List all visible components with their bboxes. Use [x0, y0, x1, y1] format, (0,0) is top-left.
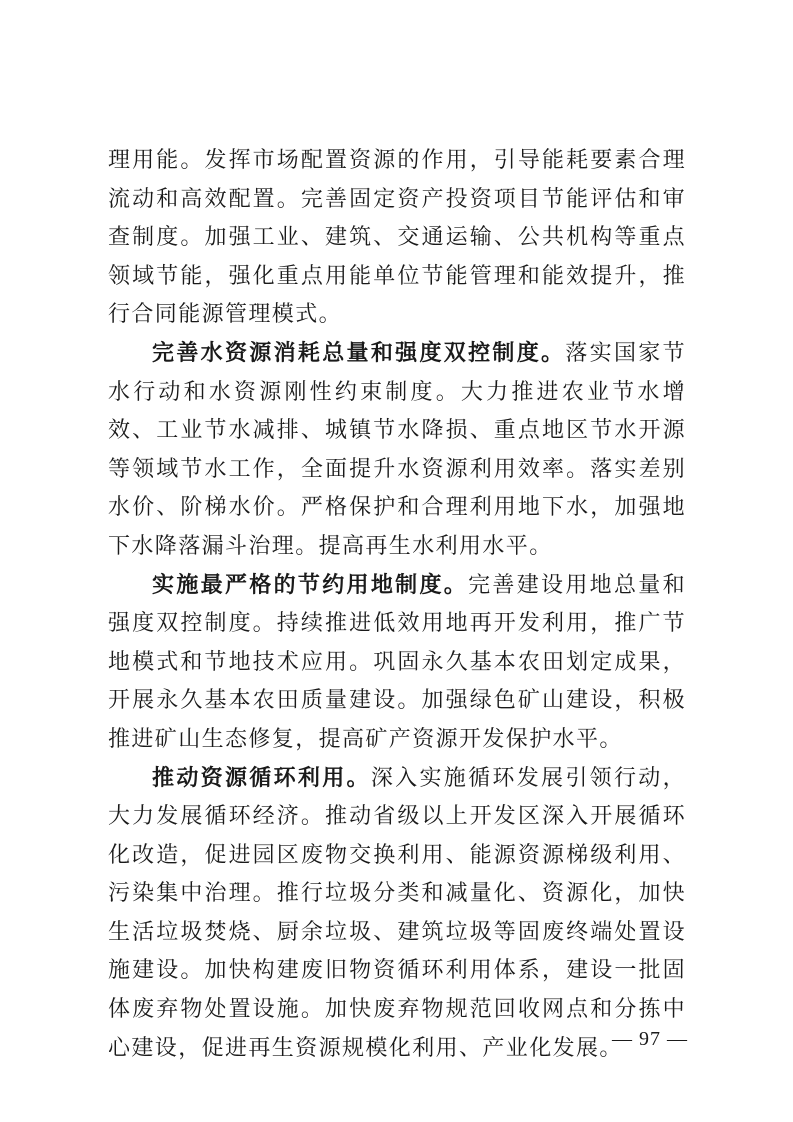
paragraph-resource-recycling	[108, 760, 686, 1069]
paragraph-lead-heading: 实施最严格的节约用地制度。	[152, 572, 469, 598]
paragraph-text: 落实国家节水行动和水资源刚性约束制度。大力推进农业节水增效、工业节水减排、城镇节水降损、重点地区节水开源等领域节水工作，全面提升水资源利用效率。落实差别水价、阶梯水价。严格保护和合理利用地下水，加强地下水降落漏斗治理。提高再生水利用水平。	[108, 340, 686, 559]
paragraph-text: 完善建设用地总量和强度双控制度。持续推进低效用地再开发利用，推广节地模式和节地技术应用。巩固永久基本农田划定成果，开展永久基本农田质量建设。加强绿色矿山建设，积极推进矿山生态修复，提高矿产资源开发保护水平。	[108, 572, 687, 752]
paragraph-energy-continuation	[108, 142, 686, 335]
document-body	[108, 142, 686, 1068]
page-number: — 97 —	[612, 1028, 688, 1050]
paragraph-lead-heading: 推动资源循环利用。	[152, 765, 371, 791]
paragraph-text: 深入实施循环发展引领行动，大力发展循环经济。推动省级以上开发区深入开展循环化改造，促进园区废物交换利用、能源资源梯级利用、污染集中治理。推行垃圾分类和减量化、资源化，加快生活垃圾焚烧、厨余垃圾、建筑垃圾等固废终端处置设施建设。加快构建废旧物资循环利用体系，建设一批固体废弃物处置设施。加快废弃物规范回收网点和分拣中心建设，促进再生资源规模化利用、产业化发展。	[108, 765, 686, 1061]
paragraph-lead-heading: 完善水资源消耗总量和强度双控制度。	[152, 340, 566, 366]
paragraph-text: 理用能。发挥市场配置资源的作用，引导能耗要素合理流动和高效配置。完善固定资产投资项目节能评估和审查制度。加强工业、建筑、交通运输、公共机构等重点领域节能，强化重点用能单位节能管理和能效提升，推行合同能源管理模式。	[108, 148, 686, 328]
paragraph-land-use	[108, 567, 686, 760]
paragraph-water-resources	[108, 335, 686, 567]
